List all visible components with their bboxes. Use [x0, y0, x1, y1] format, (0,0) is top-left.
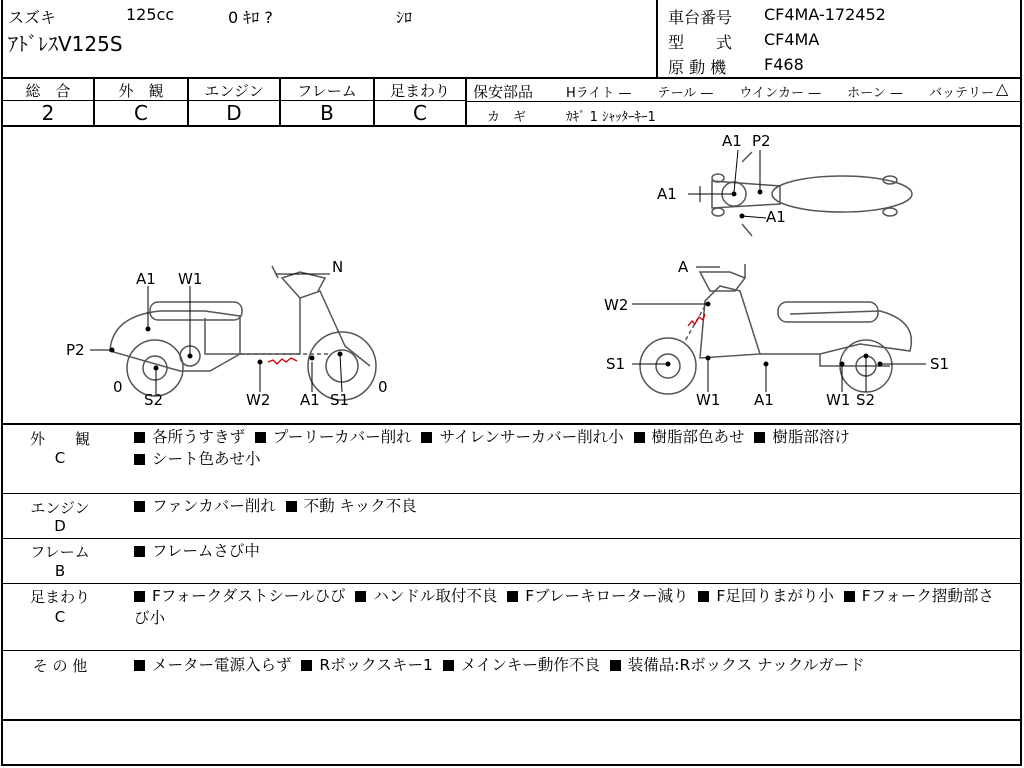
remark-frame-label: フレーム: [30, 543, 90, 561]
remark-divider: [1, 538, 1022, 539]
remark-frame-text: フレームさび中: [134, 540, 1006, 562]
right-s2-label: S2: [856, 391, 876, 409]
remark-engine-label: エンジン: [30, 499, 90, 517]
battery-triangle-icon: △: [996, 79, 1009, 98]
right-w1b-label: W1: [826, 391, 851, 409]
right-s1-left-label: S1: [606, 355, 626, 373]
remark-engine-grade: D: [54, 517, 66, 535]
right-w1-label: W1: [696, 391, 721, 409]
remark-frame-grade: B: [54, 562, 66, 580]
remark-engine-text: ファンカバー削れ 不動 キック不良: [134, 495, 1006, 517]
grade-total-label: 総 合: [25, 82, 71, 100]
right-s1-right-label: S1: [930, 355, 950, 373]
scooter-right-view-icon: [640, 264, 911, 394]
remark-exterior-label: 外 観: [29, 430, 90, 448]
grade-exterior-value: C: [134, 101, 148, 125]
mileage: 0 ｷﾛ ?: [228, 8, 273, 27]
remark-suspension-label: 足まわり: [29, 588, 90, 606]
left-w2-label: W2: [246, 391, 271, 409]
grade-frame-value: B: [320, 101, 334, 125]
model-name: ｱﾄﾞﾚｽV125S: [8, 32, 123, 56]
leader-lines: [90, 150, 926, 394]
remark-other-text: メーター電源入らず Rボックスキー1 メインキー動作不良 装備品:Rボックス ナックルガード: [134, 654, 1006, 676]
header-bottom-line: [1, 77, 1022, 79]
left-zero-label: 0: [113, 378, 123, 396]
top-a1-label: A1: [722, 132, 742, 150]
grade-exterior-label: 外 観: [118, 82, 164, 100]
diagram-labels: [66, 132, 949, 409]
grade-engine-value: D: [226, 101, 242, 125]
grade-engine-label: エンジン: [204, 82, 264, 100]
left-p2-label: P2: [66, 341, 85, 359]
left-w1-label: W1: [178, 270, 203, 288]
model-type-label: 型 式: [668, 33, 733, 52]
right-w2-label: W2: [604, 296, 629, 314]
maker: スズキ: [8, 8, 57, 27]
remark-divider: [1, 650, 1022, 651]
top-a1-left-label: A1: [657, 185, 677, 203]
remark-exterior-text: 各所うすきず プーリーカバー削れ サイレンサーカバー削れ小 樹脂部色あせ 樹脂部溶け シート色あせ小: [134, 426, 1006, 470]
key-label: カ ギ: [487, 110, 527, 125]
frame-no-label: 車台番号: [668, 8, 733, 27]
remark-divider: [1, 583, 1022, 584]
left-s2-label: S2: [144, 391, 164, 409]
remark-divider: [1, 493, 1022, 494]
body-color: ｼﾛ: [396, 8, 413, 27]
key-value: ｶｷﾞ 1 ｼｬｯﾀｰｷｰ1: [566, 110, 656, 125]
left-n-label: N: [332, 258, 344, 276]
remark-suspension-text: Fフォークダストシールひび ハンドル取付不良 Fブレーキローター減り F足回りまがり小 Fフォーク摺動部さび小: [134, 587, 994, 627]
damage-diagram: [0, 126, 1024, 424]
safety-items: Hライト — テール — ウインカー — ホーン — バッテリー: [566, 86, 995, 101]
remark-other-label: そ の 他: [32, 657, 88, 675]
diagram-bottom-line: [1, 423, 1022, 425]
top-p2-label: P2: [752, 132, 771, 150]
displacement: 125cc: [126, 5, 175, 24]
engine-code: F468: [764, 55, 804, 74]
remark-exterior-grade: C: [54, 449, 66, 467]
left-zero-right-label: 0: [378, 378, 388, 396]
grade-suspension-label: 足まわり: [389, 82, 450, 100]
remarks-bottom-line: [1, 719, 1022, 721]
grade-divider: [465, 78, 467, 126]
header-divider: [656, 0, 658, 78]
engine-label: 原 動 機: [668, 58, 727, 77]
model-type: CF4MA: [764, 30, 820, 49]
grade-suspension-value: C: [413, 101, 427, 125]
frame-no: CF4MA-172452: [764, 5, 886, 24]
grade-total-value: 2: [41, 101, 55, 125]
top-a1-bottom-label: A1: [766, 208, 786, 226]
remark-suspension-grade: C: [54, 608, 66, 626]
left-s1-label: S1: [330, 391, 350, 409]
left-a1-label: A1: [136, 270, 156, 288]
right-a-label: A: [678, 258, 689, 276]
safety-label: 保安部品: [473, 83, 534, 101]
safety-mid-line: [467, 101, 1022, 102]
right-a1-label: A1: [754, 391, 774, 409]
grade-frame-label: フレーム: [297, 82, 357, 100]
left-a1-bottom-label: A1: [300, 391, 320, 409]
